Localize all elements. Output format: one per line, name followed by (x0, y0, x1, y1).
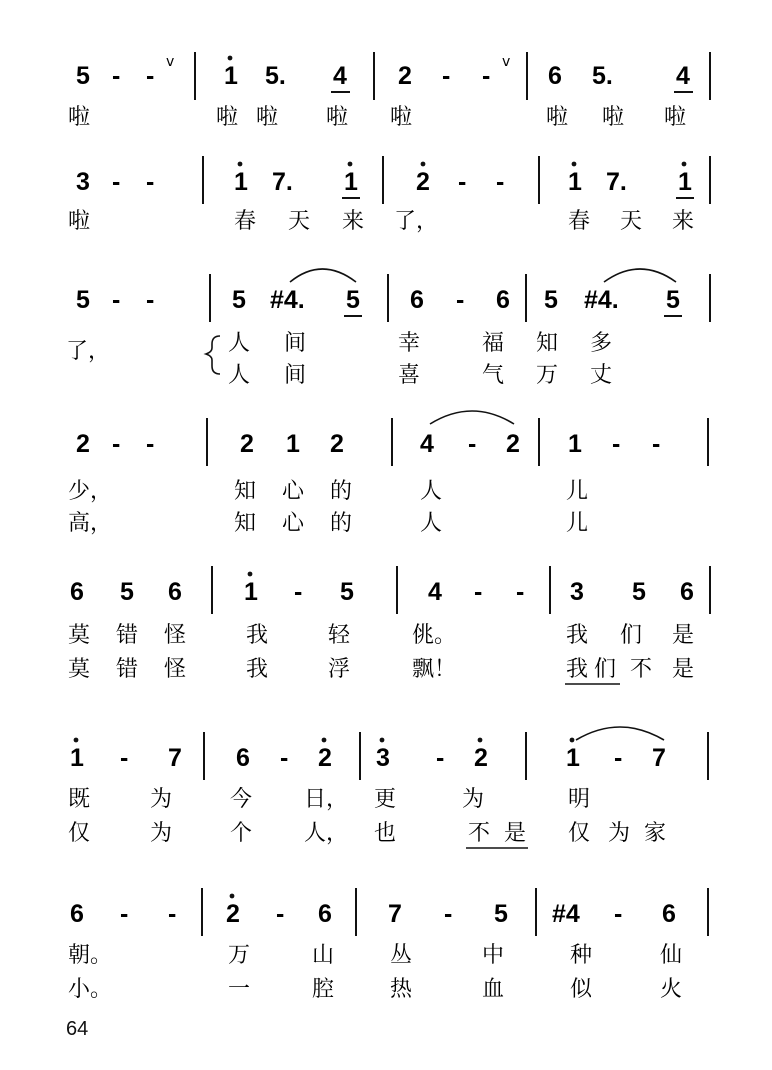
note: 7 (652, 744, 666, 772)
note: 2 (506, 430, 520, 458)
system-6 (68, 727, 708, 848)
lyric: 丛 (390, 943, 413, 968)
note: 6 (70, 578, 84, 606)
note: 6 (236, 744, 250, 772)
lyric: 怪 (164, 623, 187, 648)
note: 6 (496, 286, 510, 314)
note: - (146, 286, 155, 314)
note: 6 (410, 286, 424, 314)
note: 2 (330, 430, 344, 458)
system-4 (68, 411, 708, 536)
lyric: 人， (304, 821, 349, 846)
lyric: 人 (420, 511, 443, 536)
note: 1 (70, 744, 84, 772)
note: - (276, 900, 285, 928)
lyric: 的 (330, 479, 353, 504)
note: 3 (76, 168, 90, 196)
lyric: 啦 (326, 105, 349, 130)
lyric: 既 (68, 787, 91, 812)
lyric: 来 (342, 209, 365, 234)
lyric: 不 (468, 821, 491, 846)
note: - (112, 168, 121, 196)
lyric: 啦 (216, 105, 239, 130)
note: #4. (584, 286, 619, 314)
lyric: 啦 (68, 209, 91, 234)
lyric: 知 (536, 331, 559, 356)
lyric: 啦 (390, 105, 413, 130)
high-dot (322, 738, 327, 743)
high-dot (572, 162, 577, 167)
note: 1 (244, 578, 258, 606)
lyric: 腔 (312, 977, 335, 1002)
lyric: 高， (68, 511, 113, 536)
note: 6 (168, 578, 182, 606)
lyric: 知 (234, 479, 257, 504)
note: - (436, 744, 445, 772)
lyric: 我 (246, 657, 269, 682)
lyric: 山 (312, 943, 335, 968)
high-dot (570, 738, 575, 743)
high-dot (380, 738, 385, 743)
lyric: 错 (116, 657, 139, 682)
lyric: 中 (482, 943, 505, 968)
note: - (294, 578, 303, 606)
lyric: 为 (150, 821, 173, 846)
note: #4 (552, 900, 580, 928)
note: 7 (168, 744, 182, 772)
high-dot (682, 162, 687, 167)
lyric: 春 (234, 209, 257, 234)
lyric: 们 (594, 657, 617, 682)
note: 6 (318, 900, 332, 928)
note: 4 (333, 62, 347, 90)
lyric: 似 (570, 977, 593, 1002)
lyric: 少， (68, 479, 113, 504)
note: - (120, 744, 129, 772)
lyric: 仅 (68, 821, 91, 846)
note: 4 (428, 578, 442, 606)
lyric: 啦 (68, 105, 91, 130)
lyric: 怪 (164, 657, 187, 682)
lyric: 今 (230, 787, 253, 812)
note: - (146, 430, 155, 458)
lyric: 多 (590, 331, 613, 356)
high-dot (74, 738, 79, 743)
lyric: 家 (644, 821, 667, 846)
lyric: 是 (672, 657, 695, 682)
note: 1 (568, 168, 582, 196)
note: - (120, 900, 129, 928)
note: 5 (632, 578, 646, 606)
lyric: 气 (482, 363, 505, 388)
note: 5 (76, 62, 90, 90)
lyric: 了， (66, 339, 111, 364)
lyric: 人 (228, 363, 251, 388)
lyric: 也 (374, 821, 397, 846)
verse-brace (206, 336, 220, 374)
lyric: 更 (374, 787, 397, 812)
lyric: 啦 (664, 105, 687, 130)
note: 2 (76, 430, 90, 458)
lyric: 喜 (398, 363, 421, 388)
note: - (474, 578, 483, 606)
note: - (168, 900, 177, 928)
lyric: 春 (568, 209, 591, 234)
note: 5 (666, 286, 680, 314)
lyric: 热 (390, 977, 413, 1002)
note: 7 (388, 900, 402, 928)
lyric: 为 (150, 787, 173, 812)
lyric: 血 (482, 977, 505, 1002)
note: - (280, 744, 289, 772)
lyric: 一 (228, 977, 251, 1002)
note: 5 (76, 286, 90, 314)
note: 5 (340, 578, 354, 606)
note: 1 (678, 168, 692, 196)
note: 5 (346, 286, 360, 314)
lyric: 仅 (568, 821, 591, 846)
note: 5 (232, 286, 246, 314)
note: 6 (662, 900, 676, 928)
note: 3 (376, 744, 390, 772)
note: 3 (570, 578, 584, 606)
note: 6 (70, 900, 84, 928)
note: 5. (592, 62, 613, 90)
note: 5 (494, 900, 508, 928)
lyric: 啦 (256, 105, 279, 130)
note: 5. (265, 62, 286, 90)
lyric: 不 (630, 657, 653, 682)
lyric: 丈 (590, 363, 613, 388)
high-dot (478, 738, 483, 743)
lyric: 仙 (660, 943, 683, 968)
lyric: 我 (566, 623, 589, 648)
lyric: 错 (116, 623, 139, 648)
breath-mark: v (166, 54, 175, 70)
lyric: 我 (246, 623, 269, 648)
note: 1 (286, 430, 300, 458)
lyric: 知 (234, 511, 257, 536)
note: - (112, 430, 121, 458)
note: 2 (240, 430, 254, 458)
note: 7. (272, 168, 293, 196)
slur (430, 411, 514, 424)
lyric: 间 (284, 363, 307, 388)
lyric: 莫 (68, 623, 91, 648)
lyric: 福 (482, 331, 505, 356)
note: 5 (544, 286, 558, 314)
lyric: 儿 (566, 511, 589, 536)
note: 2 (318, 744, 332, 772)
high-dot (228, 56, 233, 61)
system-3 (66, 269, 710, 388)
lyric: 日， (304, 787, 349, 812)
lyric: 为 (462, 787, 485, 812)
lyric: 人 (420, 479, 443, 504)
lyric: 我 (566, 657, 589, 682)
lyric: 了， (394, 209, 439, 234)
high-dot (348, 162, 353, 167)
lyric: 轻 (328, 623, 351, 648)
note: 6 (548, 62, 562, 90)
lyric: 万 (536, 363, 559, 388)
slur (604, 269, 676, 282)
note: 5 (120, 578, 134, 606)
lyric: 个 (230, 821, 253, 846)
note: 2 (226, 900, 240, 928)
high-dot (238, 162, 243, 167)
lyric: 浮 (328, 657, 351, 682)
note: - (496, 168, 505, 196)
lyric: 莫 (68, 657, 91, 682)
lyric: 间 (284, 331, 307, 356)
high-dot (230, 894, 235, 899)
note: - (612, 430, 621, 458)
system-5 (68, 566, 710, 684)
lyric: 天 (288, 209, 311, 234)
system-2 (68, 156, 710, 234)
slur (290, 269, 356, 282)
lyric: 幸 (398, 331, 421, 356)
note: 2 (416, 168, 430, 196)
lyric: 为 (608, 821, 631, 846)
lyric: 是 (504, 821, 527, 846)
note: 1 (568, 430, 582, 458)
note: - (146, 168, 155, 196)
lyric: 们 (620, 623, 643, 648)
high-dot (248, 572, 253, 577)
lyric: 小。 (68, 977, 113, 1002)
lyric: 心 (282, 511, 305, 536)
lyric: 种 (570, 943, 593, 968)
lyric: 是 (672, 623, 695, 648)
note: - (458, 168, 467, 196)
note: 1 (344, 168, 358, 196)
note: - (468, 430, 477, 458)
lyric: 明 (568, 787, 591, 812)
page-number: 64 (66, 1018, 89, 1040)
note: - (614, 744, 623, 772)
note: 2 (398, 62, 412, 90)
note: 4 (420, 430, 434, 458)
lyric: 天 (620, 209, 643, 234)
lyric: 来 (672, 209, 695, 234)
note: - (146, 62, 155, 90)
note: 6 (680, 578, 694, 606)
note: - (444, 900, 453, 928)
breath-mark: v (502, 54, 511, 70)
lyric: 啦 (602, 105, 625, 130)
note: 1 (224, 62, 238, 90)
lyric: 儿 (566, 479, 589, 504)
system-1 (68, 52, 710, 130)
note: 2 (474, 744, 488, 772)
note: - (482, 62, 491, 90)
system-7 (68, 888, 708, 1002)
note: - (456, 286, 465, 314)
note: - (112, 286, 121, 314)
note: 1 (566, 744, 580, 772)
note: 7. (606, 168, 627, 196)
note: - (442, 62, 451, 90)
note: - (516, 578, 525, 606)
lyric: 朝。 (68, 943, 113, 968)
lyric: 火 (660, 977, 683, 1002)
lyric: 啦 (546, 105, 569, 130)
lyric: 人 (228, 331, 251, 356)
lyric: 万 (228, 943, 251, 968)
note: - (112, 62, 121, 90)
slur (576, 727, 664, 740)
note: - (652, 430, 661, 458)
note: #4. (270, 286, 305, 314)
lyric: 飘！ (412, 657, 457, 682)
lyric: 心 (282, 479, 305, 504)
note: - (614, 900, 623, 928)
high-dot (421, 162, 426, 167)
lyric: 的 (330, 511, 353, 536)
note: 4 (676, 62, 690, 90)
note: 1 (234, 168, 248, 196)
lyric: 佻。 (412, 623, 457, 648)
